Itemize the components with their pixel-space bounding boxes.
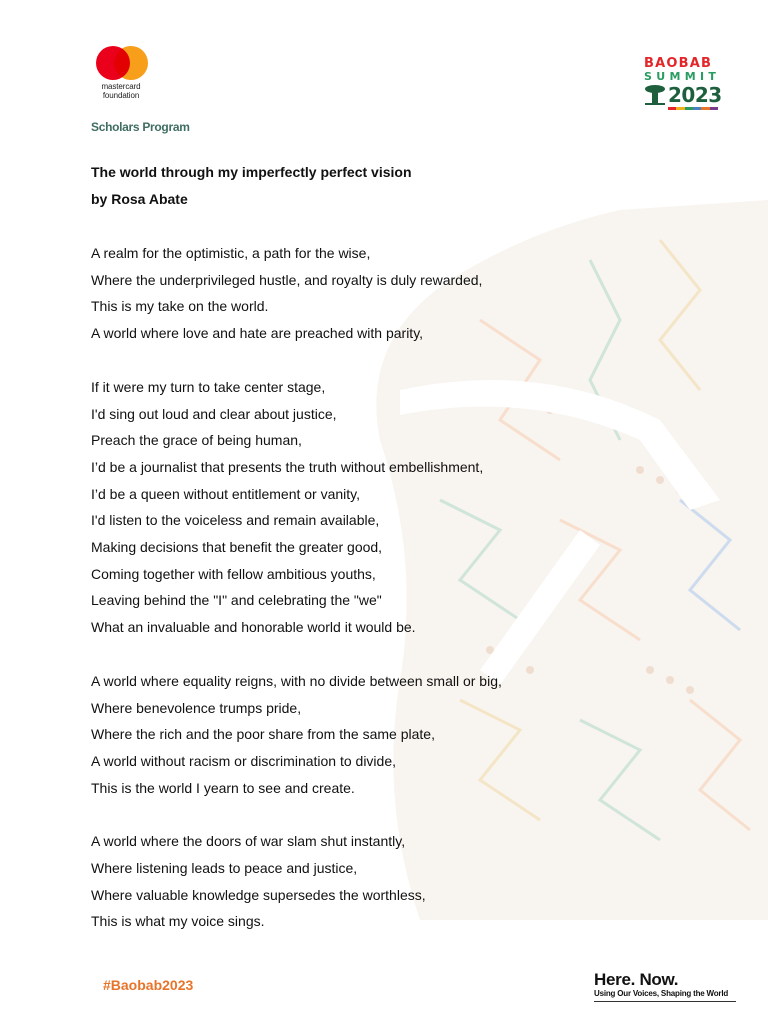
poem-line: Coming together with fellow ambitious youths, bbox=[91, 565, 376, 582]
baobab-summit-logo bbox=[644, 57, 724, 110]
poem-line: Making decisions that benefit the greater good, bbox=[91, 539, 383, 556]
mastercard-wordmark: mastercard bbox=[101, 82, 141, 91]
poem-line: A world where equality reigns, with no divide between small or big, bbox=[91, 672, 502, 689]
poem-author: by Rosa Abate bbox=[91, 191, 188, 207]
color-stripe bbox=[668, 107, 718, 110]
mastercard-foundation-logo bbox=[88, 46, 154, 100]
here-now-title: Here. Now. bbox=[594, 970, 679, 989]
yellow-circle bbox=[114, 46, 148, 80]
poem-title: The world through my imperfectly perfect vision bbox=[91, 164, 412, 180]
here-now-logo bbox=[594, 970, 744, 1002]
poem-line: Where benevolence trumps pride, bbox=[91, 699, 302, 716]
stanza-2 bbox=[91, 374, 651, 641]
poem-line: Preach the grace of being human, bbox=[91, 432, 302, 449]
hashtag: #Baobab2023 bbox=[103, 977, 194, 993]
poem bbox=[91, 159, 651, 935]
poem-line: What an invaluable and honorable world it would be. bbox=[91, 619, 416, 636]
poem-line: I'd sing out loud and clear about justice, bbox=[91, 405, 337, 422]
baobab-wordmark: BAOBAB bbox=[644, 56, 713, 71]
stanza-3 bbox=[91, 668, 651, 802]
poem-line: Leaving behind the "I" and celebrating the "we" bbox=[91, 592, 382, 609]
poem-line: This is my take on the world. bbox=[91, 298, 269, 315]
baobab-tree-icon bbox=[644, 83, 666, 105]
poem-line: Where the underprivileged hustle, and royalty is duly rewarded, bbox=[91, 271, 483, 288]
poem-line: A world where the doors of war slam shut instantly, bbox=[91, 833, 406, 850]
poem-line: A world without racism or discrimination to divide, bbox=[91, 752, 397, 769]
summit-wordmark: SUMMIT bbox=[644, 70, 721, 83]
stanza-4 bbox=[91, 828, 651, 935]
stanza-1 bbox=[91, 240, 651, 347]
summit-year: 2023 bbox=[668, 83, 722, 107]
poem-line: If it were my turn to take center stage, bbox=[91, 378, 326, 395]
scholars-program-label: Scholars Program bbox=[91, 120, 190, 134]
mastercard-circles-icon bbox=[94, 46, 148, 82]
here-now-tagline: Using Our Voices, Shaping the World bbox=[594, 989, 736, 1002]
poem-line: A realm for the optimistic, a path for the wise, bbox=[91, 245, 371, 261]
poem-line: Where the rich and the poor share from the same plate, bbox=[91, 726, 435, 743]
poem-line: Where valuable knowledge supersedes the worthless, bbox=[91, 886, 426, 903]
foundation-wordmark: foundation bbox=[102, 91, 140, 100]
poem-line: This is what my voice sings. bbox=[91, 913, 265, 930]
poem-line: I’d be a journalist that presents the truth without embellishment, bbox=[91, 458, 484, 475]
poem-line: A world where love and hate are preached with parity, bbox=[91, 325, 424, 342]
poem-line: Where listening leads to peace and justice, bbox=[91, 860, 358, 877]
poem-line: This is the world I yearn to see and create. bbox=[91, 779, 355, 796]
poem-line: I’d be a queen without entitlement or vanity, bbox=[91, 485, 361, 502]
poem-line: I'd listen to the voiceless and remain available, bbox=[91, 512, 380, 529]
